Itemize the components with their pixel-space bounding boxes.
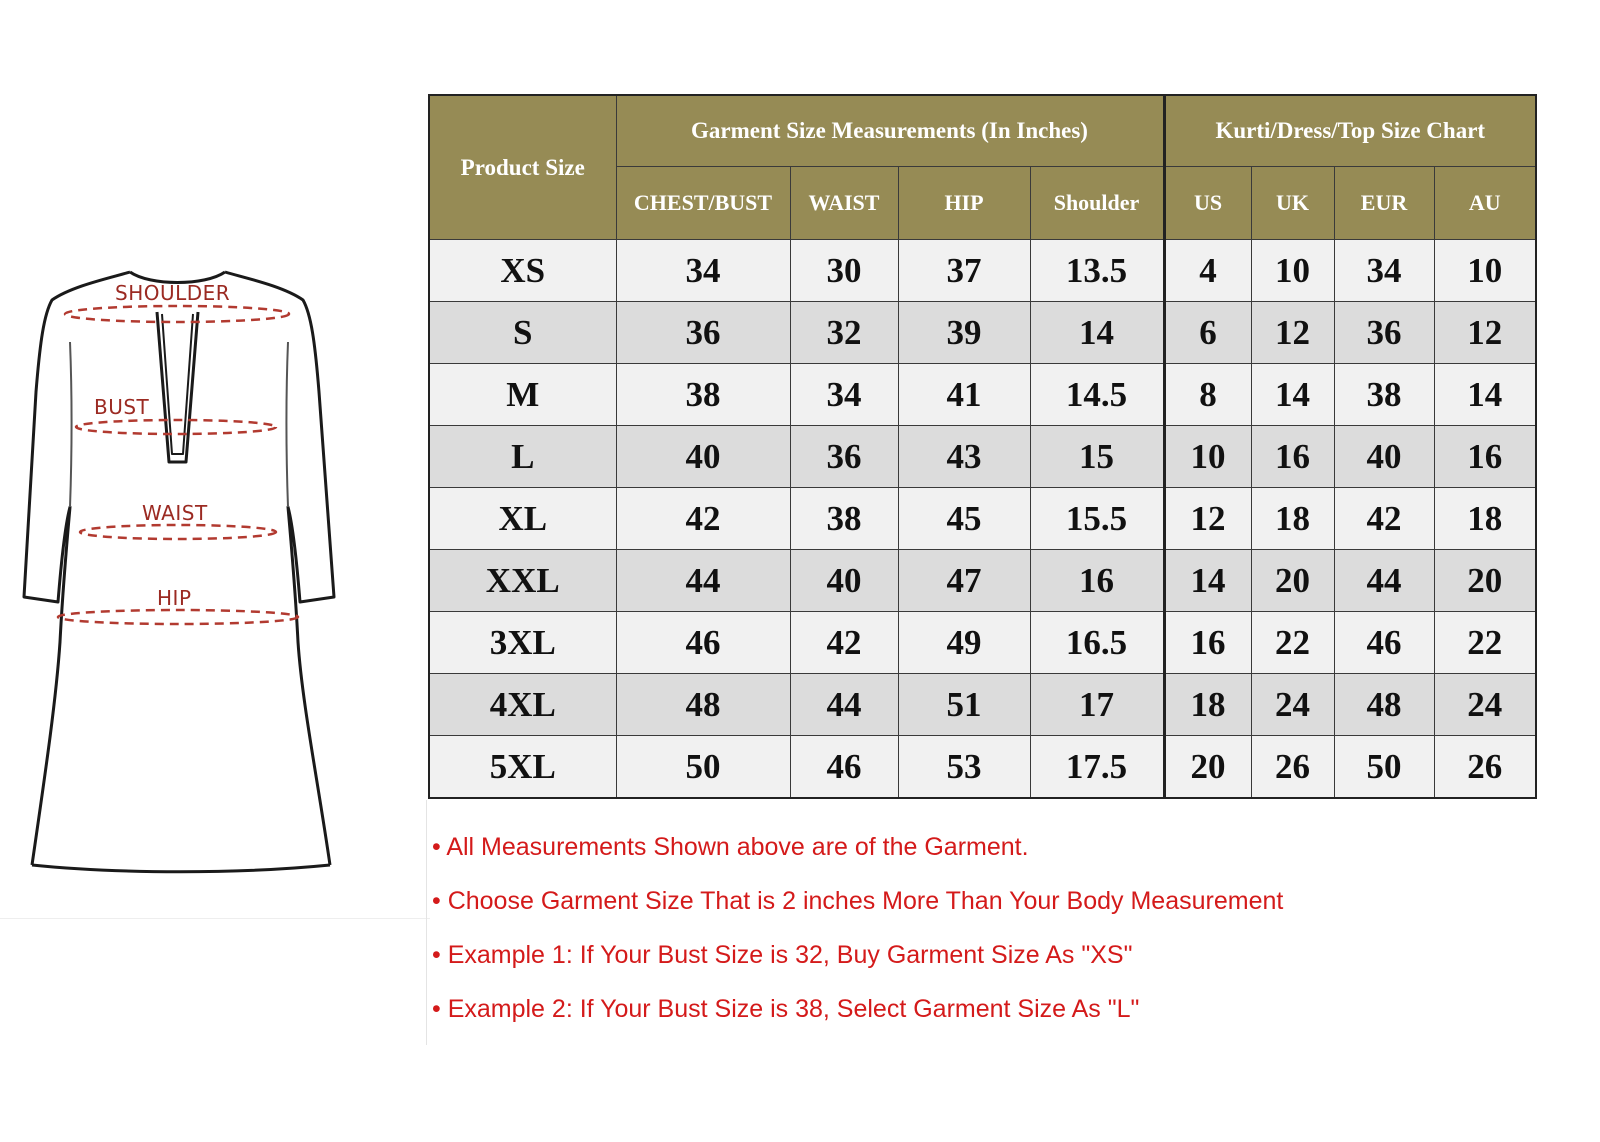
size-chart-table bbox=[428, 94, 1537, 799]
table-row bbox=[429, 240, 1536, 302]
uk-cell: 20 bbox=[1251, 550, 1334, 612]
hip-cell: 49 bbox=[898, 612, 1030, 674]
uk-cell: 10 bbox=[1251, 240, 1334, 302]
col-header-waist: WAIST bbox=[790, 167, 898, 240]
size-cell: 3XL bbox=[429, 612, 616, 674]
waist-measure-line bbox=[80, 525, 276, 539]
hip-cell: 47 bbox=[898, 550, 1030, 612]
eur-cell: 44 bbox=[1334, 550, 1434, 612]
col-header-chest-bust: CHEST/BUST bbox=[616, 167, 790, 240]
garment-measurements-header: Garment Size Measurements (In Inches) bbox=[616, 95, 1164, 167]
us-cell: 14 bbox=[1164, 550, 1251, 612]
size-cell: XXL bbox=[429, 550, 616, 612]
bust-label: BUST bbox=[94, 395, 150, 419]
uk-cell: 12 bbox=[1251, 302, 1334, 364]
waist-cell: 42 bbox=[790, 612, 898, 674]
table-row bbox=[429, 364, 1536, 426]
note-item: • Example 1: If Your Bust Size is 32, Buy Garment Size As "XS" bbox=[432, 941, 1133, 969]
eur-cell: 34 bbox=[1334, 240, 1434, 302]
size-cell: S bbox=[429, 302, 616, 364]
chest-cell: 36 bbox=[616, 302, 790, 364]
table-row bbox=[429, 674, 1536, 736]
hip-measure-line bbox=[58, 610, 298, 624]
shoulder-cell: 14.5 bbox=[1030, 364, 1164, 426]
au-cell: 24 bbox=[1434, 674, 1536, 736]
table-row bbox=[429, 488, 1536, 550]
uk-cell: 18 bbox=[1251, 488, 1334, 550]
note-item: • All Measurements Shown above are of the Garment. bbox=[432, 833, 1029, 861]
hip-cell: 53 bbox=[898, 736, 1030, 799]
au-cell: 16 bbox=[1434, 426, 1536, 488]
shoulder-cell: 15.5 bbox=[1030, 488, 1164, 550]
chest-cell: 42 bbox=[616, 488, 790, 550]
us-cell: 18 bbox=[1164, 674, 1251, 736]
au-cell: 18 bbox=[1434, 488, 1536, 550]
eur-cell: 48 bbox=[1334, 674, 1434, 736]
us-cell: 20 bbox=[1164, 736, 1251, 799]
uk-cell: 16 bbox=[1251, 426, 1334, 488]
waist-cell: 38 bbox=[790, 488, 898, 550]
eur-cell: 42 bbox=[1334, 488, 1434, 550]
garment-outline-left bbox=[24, 272, 130, 865]
size-cell: M bbox=[429, 364, 616, 426]
shoulder-cell: 17.5 bbox=[1030, 736, 1164, 799]
col-header-hip: HIP bbox=[898, 167, 1030, 240]
col-header-eur: EUR bbox=[1334, 167, 1434, 240]
size-cell: 5XL bbox=[429, 736, 616, 799]
chest-cell: 50 bbox=[616, 736, 790, 799]
hip-cell: 37 bbox=[898, 240, 1030, 302]
shoulder-cell: 16.5 bbox=[1030, 612, 1164, 674]
product-size-header: Product Size bbox=[429, 95, 616, 240]
table-row bbox=[429, 736, 1536, 799]
size-cell: 4XL bbox=[429, 674, 616, 736]
waist-cell: 32 bbox=[790, 302, 898, 364]
table-row bbox=[429, 302, 1536, 364]
size-cell: L bbox=[429, 426, 616, 488]
hip-cell: 45 bbox=[898, 488, 1030, 550]
uk-cell: 22 bbox=[1251, 612, 1334, 674]
col-header-shoulder: Shoulder bbox=[1030, 167, 1164, 240]
waist-cell: 40 bbox=[790, 550, 898, 612]
us-cell: 12 bbox=[1164, 488, 1251, 550]
col-header-au: AU bbox=[1434, 167, 1536, 240]
waist-label: WAIST bbox=[142, 501, 208, 525]
note-item: • Example 2: If Your Bust Size is 38, Select Garment Size As "L" bbox=[432, 995, 1140, 1023]
table-row bbox=[429, 426, 1536, 488]
eur-cell: 40 bbox=[1334, 426, 1434, 488]
chest-cell: 44 bbox=[616, 550, 790, 612]
au-cell: 14 bbox=[1434, 364, 1536, 426]
chest-cell: 48 bbox=[616, 674, 790, 736]
size-cell: XL bbox=[429, 488, 616, 550]
notes-left-divider bbox=[426, 800, 427, 1045]
size-cell: XS bbox=[429, 240, 616, 302]
uk-cell: 24 bbox=[1251, 674, 1334, 736]
au-cell: 20 bbox=[1434, 550, 1536, 612]
shoulder-cell: 14 bbox=[1030, 302, 1164, 364]
hip-cell: 43 bbox=[898, 426, 1030, 488]
shoulder-cell: 13.5 bbox=[1030, 240, 1164, 302]
col-header-us: US bbox=[1164, 167, 1251, 240]
uk-cell: 14 bbox=[1251, 364, 1334, 426]
au-cell: 10 bbox=[1434, 240, 1536, 302]
chest-cell: 38 bbox=[616, 364, 790, 426]
chest-cell: 40 bbox=[616, 426, 790, 488]
hip-label: HIP bbox=[157, 586, 192, 610]
shoulder-cell: 15 bbox=[1030, 426, 1164, 488]
us-cell: 10 bbox=[1164, 426, 1251, 488]
chest-cell: 46 bbox=[616, 612, 790, 674]
hip-cell: 41 bbox=[898, 364, 1030, 426]
waist-cell: 30 bbox=[790, 240, 898, 302]
eur-cell: 50 bbox=[1334, 736, 1434, 799]
notes-list bbox=[432, 820, 1582, 1036]
eur-cell: 36 bbox=[1334, 302, 1434, 364]
size-chart-header: Kurti/Dress/Top Size Chart bbox=[1164, 95, 1536, 167]
chest-cell: 34 bbox=[616, 240, 790, 302]
au-cell: 12 bbox=[1434, 302, 1536, 364]
waist-cell: 44 bbox=[790, 674, 898, 736]
us-cell: 8 bbox=[1164, 364, 1251, 426]
col-header-uk: UK bbox=[1251, 167, 1334, 240]
uk-cell: 26 bbox=[1251, 736, 1334, 799]
au-cell: 22 bbox=[1434, 612, 1536, 674]
bust-measure-line bbox=[76, 420, 276, 434]
table-row bbox=[429, 550, 1536, 612]
waist-cell: 46 bbox=[790, 736, 898, 799]
us-cell: 4 bbox=[1164, 240, 1251, 302]
garment-illustration bbox=[0, 222, 370, 922]
garment-outline-right bbox=[225, 272, 334, 865]
hip-cell: 51 bbox=[898, 674, 1030, 736]
illustration-bottom-divider bbox=[0, 918, 430, 919]
hip-cell: 39 bbox=[898, 302, 1030, 364]
shoulder-cell: 17 bbox=[1030, 674, 1164, 736]
waist-cell: 36 bbox=[790, 426, 898, 488]
au-cell: 26 bbox=[1434, 736, 1536, 799]
eur-cell: 46 bbox=[1334, 612, 1434, 674]
shoulder-cell: 16 bbox=[1030, 550, 1164, 612]
note-item: • Choose Garment Size That is 2 inches More Than Your Body Measurement bbox=[432, 887, 1284, 915]
shoulder-label: SHOULDER bbox=[115, 281, 231, 305]
us-cell: 6 bbox=[1164, 302, 1251, 364]
eur-cell: 38 bbox=[1334, 364, 1434, 426]
garment-hem bbox=[32, 865, 330, 872]
table-row bbox=[429, 612, 1536, 674]
waist-cell: 34 bbox=[790, 364, 898, 426]
us-cell: 16 bbox=[1164, 612, 1251, 674]
shoulder-measure-line bbox=[65, 306, 289, 322]
